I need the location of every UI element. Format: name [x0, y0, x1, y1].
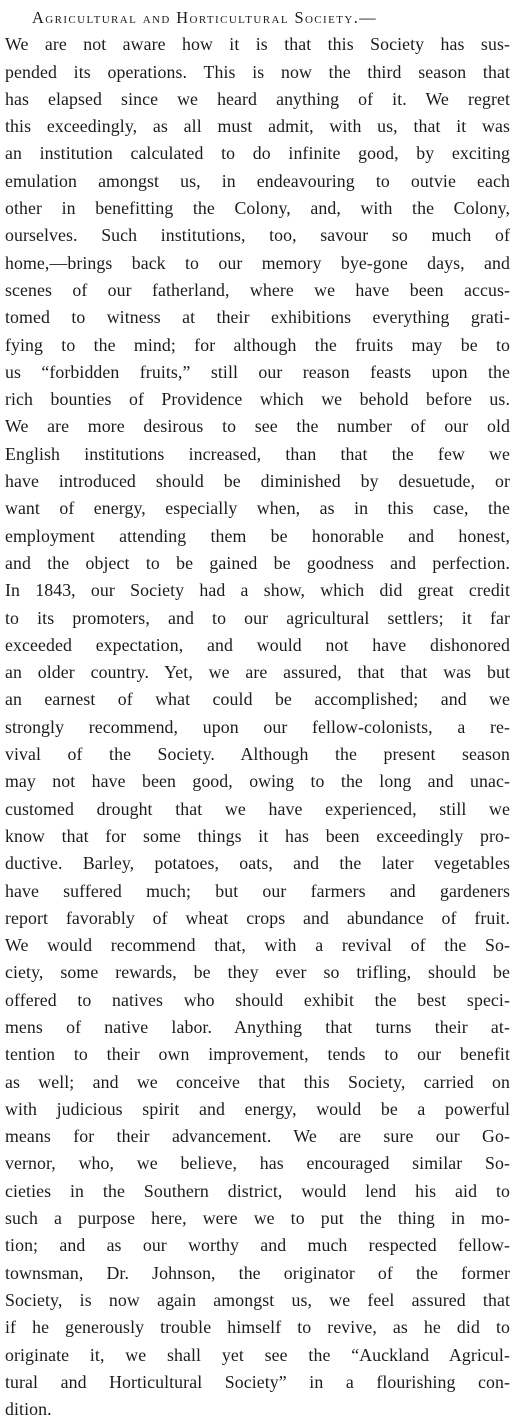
article-line: may not have been good, owing to the long and unac- — [5, 771, 510, 792]
article-line: We are not aware how it is that this Society has sus- — [5, 34, 510, 55]
article-line: an institution calculated to do infinite good, by exciting — [5, 143, 510, 164]
article-line: rich bounties of Providence which we behold before us. — [5, 389, 510, 410]
article-line: vernor, who, we believe, has encouraged similar So- — [5, 1153, 510, 1174]
article-line: to its promoters, and to our agricultural settlers; it far — [5, 607, 510, 628]
article-line: home,—brings back to our memory bye-gone days, and — [5, 252, 510, 273]
article-line: an older country. Yet, we are assured, that that was but — [5, 662, 510, 683]
article-body — [5, 31, 510, 1423]
article-line: We would recommend that, with a revival of the So- — [5, 935, 510, 956]
article-line: want of energy, especially when, as in this case, the — [5, 498, 510, 519]
article-line: customed drought that we have experienced, still we — [5, 798, 510, 819]
article-line: exceeded expectation, and would not have dishonored — [5, 634, 510, 655]
article-line: have suffered much; but our farmers and gardeners — [5, 880, 510, 901]
article-line: other in benefitting the Colony, and, with the Colony, — [5, 198, 510, 219]
article-line: mens of native labor. Anything that turns their at- — [5, 1016, 510, 1037]
article-line: We are more desirous to see the number of our old — [5, 416, 510, 437]
article-line: offered to natives who should exhibit the best speci- — [5, 989, 510, 1010]
article-line: know that for some things it has been exceedingly pro- — [5, 825, 510, 846]
article-line: and the object to be gained be goodness and perfection. — [5, 552, 510, 573]
article-line: pended its operations. This is now the third season that — [5, 61, 510, 82]
article-line: as well; and we conceive that this Society, carried on — [5, 1071, 510, 1092]
article-line: In 1843, our Society had a show, which did great credit — [5, 580, 510, 601]
article-line: if he generously trouble himself to revive, as he did to — [5, 1317, 510, 1338]
article-line: this exceedingly, as all must admit, with us, that it was — [5, 116, 510, 137]
article-line: strongly recommend, upon our fellow-colonists, a re- — [5, 716, 510, 737]
article-line: originate it, we shall yet see the “Auckland Agricul- — [5, 1344, 510, 1365]
article-line: vival of the Society. Although the present season — [5, 744, 510, 765]
article-line: dition. — [5, 1399, 52, 1420]
article-line: ourselves. Such institutions, too, savour so much of — [5, 225, 510, 246]
article-line: with judicious spirit and energy, would be a powerful — [5, 1098, 510, 1119]
article-line: English institutions increased, than that the few we — [5, 443, 510, 464]
article-line: ciety, some rewards, be they ever so trifling, should be — [5, 962, 510, 983]
article-line: means for their advancement. We are sure our Go- — [5, 1126, 510, 1147]
article-line: tion; and as our worthy and much respected fellow- — [5, 1235, 510, 1256]
article-line: tomed to witness at their exhibitions everything grati- — [5, 307, 510, 328]
article-line: such a purpose here, were we to put the thing in mo- — [5, 1208, 510, 1229]
article-line: has elapsed since we heard anything of it. We regret — [5, 88, 510, 109]
article-heading: Agricultural and Horticultural Society.— — [32, 8, 377, 27]
article-line: scenes of our fatherland, where we have been accus- — [5, 279, 510, 300]
article-line: report favorably of wheat crops and abundance of fruit. — [5, 907, 510, 928]
article-line: tural and Horticultural Society” in a flourishing con- — [5, 1371, 510, 1392]
article-line: tention to their own improvement, tends to our benefit — [5, 1044, 510, 1065]
article-line: cieties in the Southern district, would lend his aid to — [5, 1180, 510, 1201]
article-line: emulation amongst us, in endeavouring to outvie each — [5, 170, 510, 191]
article-line: an earnest of what could be accomplished; and we — [5, 689, 510, 710]
article-line: Society, is now again amongst us, we feel assured that — [5, 1289, 510, 1310]
article-line: fying to the mind; for although the fruits may be to — [5, 334, 510, 355]
article-line: employment attending them be honorable and honest, — [5, 525, 510, 546]
article-line: townsman, Dr. Johnson, the originator of the former — [5, 1262, 510, 1283]
article-line: us “forbidden fruits,” still our reason feasts upon the — [5, 361, 510, 382]
article-line: ductive. Barley, potatoes, oats, and the later vegetables — [5, 853, 510, 874]
article-line: have introduced should be diminished by desuetude, or — [5, 471, 510, 492]
